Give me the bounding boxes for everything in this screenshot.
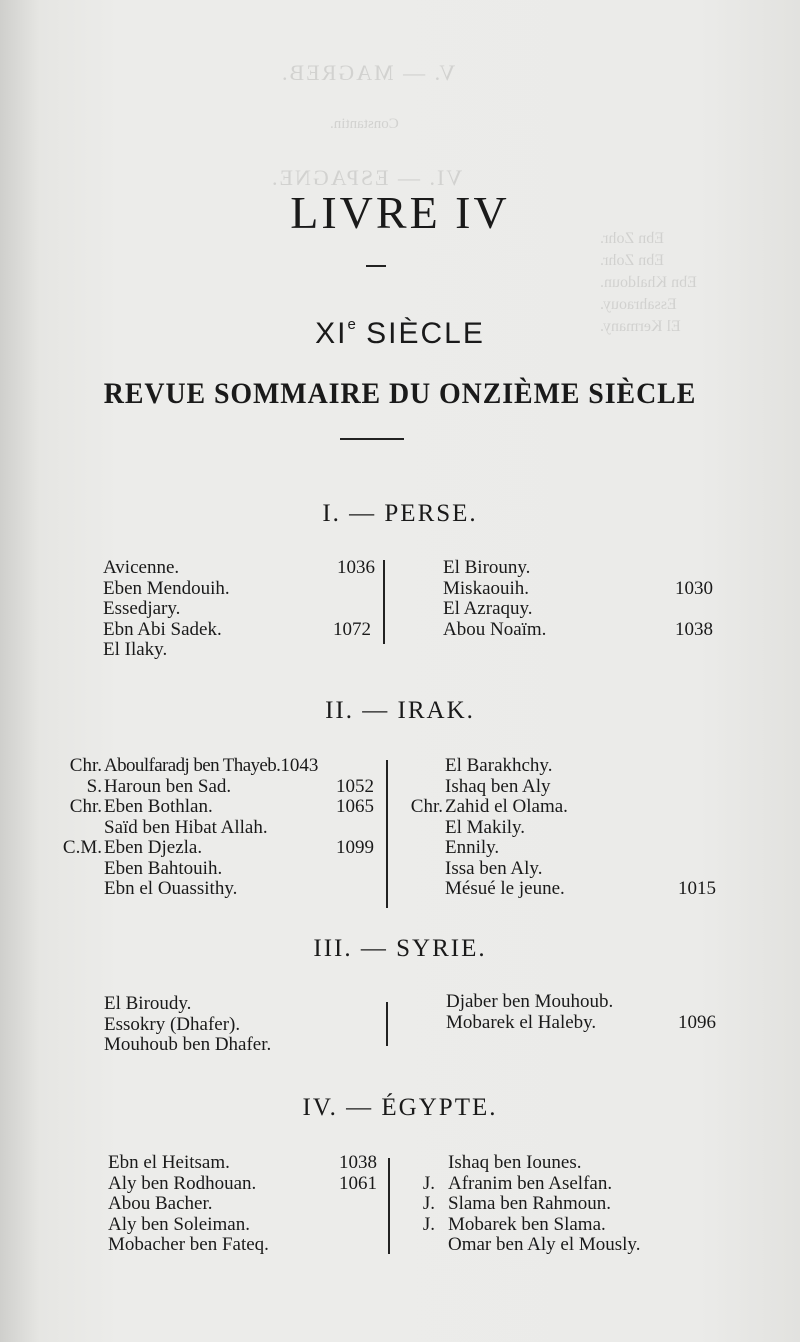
century-word: SIÈCLE (366, 317, 485, 350)
list-item (69, 755, 374, 777)
author-year: 1065 (336, 796, 374, 817)
author-name: Ennily. (445, 837, 500, 858)
perse-right-column (443, 558, 743, 640)
author-prefix: J. (422, 1172, 435, 1194)
author-name: Miskaouih. (443, 577, 530, 599)
list-item (108, 1215, 378, 1236)
author-year: 1038 (675, 618, 713, 640)
syrie-right-column (446, 992, 746, 1033)
list-item (445, 859, 745, 880)
author-name: Abou Noaïm. (443, 618, 547, 640)
author-prefix: C.M. (62, 837, 102, 858)
section-title-irak: II. — IRAK. (325, 697, 475, 724)
author-name: Eben Mendouih. (103, 577, 230, 599)
list-item (69, 796, 374, 818)
bleed-line: Constantin. (330, 116, 399, 132)
list-item (443, 599, 743, 620)
section-title-syrie: III. — SYRIE. (313, 935, 487, 962)
author-name: Ishaq ben Iounes. (448, 1152, 582, 1173)
list-item (446, 992, 746, 1013)
list-item (422, 1193, 748, 1215)
author-year: 1072 (333, 618, 371, 640)
author-name: Djaber ben Mouhoub. (446, 991, 614, 1012)
author-year: 1043 (280, 755, 319, 776)
list-item (104, 994, 374, 1015)
author-name: Ebn Abi Sadek. (103, 618, 222, 640)
author-name: Abou Bacher. (108, 1193, 213, 1214)
list-item (422, 1172, 748, 1195)
list-item (108, 1235, 378, 1256)
author-name: Essokry (Dhafer). (104, 1013, 241, 1035)
list-item (103, 558, 376, 579)
list-item (108, 1174, 378, 1195)
author-name: Mobacher ben Fateq. (108, 1234, 269, 1255)
author-name: El Ilaky. (103, 639, 168, 660)
author-name: El Barakhchy. (445, 755, 553, 776)
list-item (410, 796, 745, 818)
bleed-line: V. — MAGREB. (280, 60, 456, 85)
author-name: Mouhoub ben Dhafer. (104, 1034, 272, 1055)
list-item (445, 879, 745, 900)
list-item (445, 777, 745, 798)
author-prefix: Chr. (69, 796, 102, 817)
list-item (445, 756, 745, 777)
author-name: El Biroudy. (104, 993, 192, 1014)
author-year: 1015 (678, 878, 716, 899)
author-name: Mésué le jeune. (445, 878, 565, 899)
author-year: 1052 (336, 775, 374, 797)
column-divider (388, 1158, 390, 1254)
list-item (104, 879, 374, 900)
author-year: 1099 (336, 837, 374, 858)
irak-right-column (410, 755, 745, 900)
author-prefix: Chr. (69, 755, 102, 776)
bleed-line: El Kermany. (600, 318, 681, 335)
author-name: Aly ben Soleiman. (108, 1213, 250, 1235)
list-item (86, 775, 374, 798)
bleed-line: Ebn Zohr. (600, 252, 664, 269)
section-title-perse: I. — PERSE. (322, 500, 478, 527)
century-superscript: e (347, 316, 356, 333)
list-item (103, 640, 376, 661)
column-divider (386, 1002, 388, 1046)
list-item (108, 1194, 378, 1215)
author-prefix: J. (422, 1213, 435, 1235)
bleed-line: Essahraouy. (600, 296, 677, 313)
section-title-egypte: IV. — ÉGYPTE. (302, 1094, 498, 1121)
book-title: LIVRE IV (290, 187, 510, 238)
author-prefix: S. (86, 775, 102, 797)
list-item (103, 599, 376, 620)
list-item (62, 837, 374, 859)
author-name: Mobarek ben Slama. (448, 1213, 606, 1235)
perse-left-column (103, 558, 376, 661)
irak-left-column (62, 755, 374, 900)
list-item (108, 1153, 378, 1174)
author-name: Essedjary. (103, 598, 181, 619)
author-year: 1030 (675, 577, 713, 599)
egypte-left-column (108, 1153, 378, 1256)
egypte-right-column (422, 1152, 748, 1256)
author-prefix: J. (422, 1193, 435, 1214)
author-year: 1038 (339, 1152, 377, 1173)
column-divider (386, 760, 388, 908)
author-name: Aboulfaradj ben Thayeb. (104, 755, 281, 776)
author-name: Ebn el Ouassithy. (104, 878, 238, 899)
author-year: 1036 (337, 557, 375, 578)
author-name: Omar ben Aly el Mously. (448, 1234, 641, 1255)
author-name: Eben Djezla. (104, 837, 203, 858)
century-heading (0, 316, 800, 351)
list-item (448, 1235, 748, 1256)
author-name: Eben Bahtouih. (104, 857, 223, 879)
author-name: Ishaq ben Aly (445, 775, 551, 797)
author-prefix: Chr. (410, 796, 443, 817)
list-item (445, 838, 745, 859)
bleed-line: Ebn Zohr. (600, 230, 664, 247)
chapter-title: REVUE SOMMAIRE DU ONZIÈME SIÈCLE (103, 377, 697, 410)
author-name: Slama ben Rahmoun. (448, 1193, 612, 1214)
author-name: Saïd ben Hibat Allah. (104, 816, 268, 838)
list-item (104, 859, 374, 880)
list-item (104, 1015, 374, 1036)
author-year: 1096 (678, 1011, 716, 1033)
author-name: El Makily. (445, 816, 526, 838)
author-year: 1061 (339, 1172, 377, 1194)
list-item (103, 620, 376, 641)
list-item (443, 558, 743, 579)
author-name: Avicenne. (103, 557, 180, 578)
author-name: Issa ben Aly. (445, 857, 543, 879)
list-item (443, 620, 743, 641)
bleed-line: Ebn Khaldoun. (600, 274, 697, 291)
syrie-left-column (104, 994, 374, 1056)
list-item (448, 1153, 748, 1174)
title-dash (366, 265, 386, 267)
list-item (104, 818, 374, 839)
section-rule (340, 438, 404, 440)
list-item (445, 818, 745, 839)
author-name: Ebn el Heitsam. (108, 1152, 230, 1173)
author-name: Haroun ben Sad. (104, 775, 232, 797)
list-item (443, 579, 743, 600)
author-name: Afranim ben Aselfan. (448, 1172, 613, 1194)
bleed-line: VI. — ESPAGNE. (270, 165, 463, 190)
list-item (422, 1213, 748, 1236)
author-name: El Azraquy. (443, 598, 533, 619)
author-name: Aly ben Rodhouan. (108, 1172, 257, 1194)
author-name: Eben Bothlan. (104, 796, 213, 817)
column-divider (383, 560, 385, 644)
list-item (446, 1013, 746, 1034)
century-numeral: XI (315, 317, 348, 350)
list-item (103, 579, 376, 600)
list-item (104, 1035, 374, 1056)
author-name: Mobarek el Haleby. (446, 1011, 597, 1033)
author-name: El Birouny. (443, 557, 531, 578)
author-name: Zahid el Olama. (445, 796, 568, 817)
